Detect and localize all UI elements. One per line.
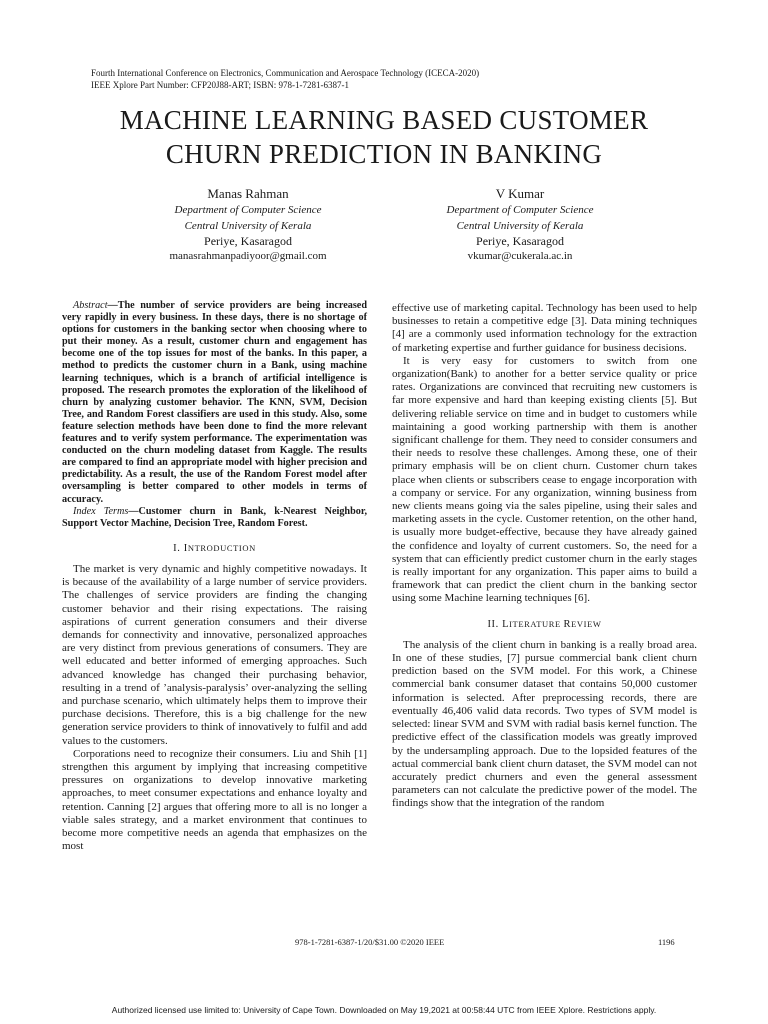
author-email: vkumar@cukerala.ac.in <box>467 250 573 263</box>
index-terms <box>62 506 367 530</box>
index-terms-label: Index Terms <box>73 505 129 517</box>
author-department: Department of Computer Science <box>174 204 322 217</box>
author-location: Periye, Kasaragod <box>476 233 564 248</box>
page-number: 1196 <box>658 937 675 947</box>
paragraph: It is very easy for customers to switch from one organization(Bank) to another for a better service quality or price rates. Organizations are convinced that recruiting new customers is far more expensive and hard than keeping existing clients [5]. But delivering reliable service on time and in budget to customers while maintaining a good working partnership with them is another significant challenge for them. They need to consider consumers and their needs to resolve these challenges. Among these, one of their primary emphasis will be on client churn. Customer churn takes place when clients or subscribers cease to engage incorporation with a company or service. For any organization, winning business from new clients means going via the sales pipeline, using their sales and marketing assets in the cycle. Customer retention, on the other hand, is usually more budget-effective, because they have already gained the confidence and loyalty of current customers. So, the need for a system that can efficiently predict customer churn in the early stages is really important for any organization. This paper aims to build a framework that can predict the client churn in the banking sector using some Machine learning techniques [6]. <box>392 354 697 605</box>
author-name: Manas Rahman <box>207 186 289 201</box>
right-column <box>392 302 697 811</box>
author-university: Central University of Kerala <box>184 219 312 232</box>
title-line-2: CHURN PREDICTION IN BANKING <box>165 139 603 169</box>
author-block-2 <box>400 186 640 264</box>
copyright-line: 978-1-7281-6387-1/20/$31.00 ©2020 IEEE <box>295 937 445 947</box>
author-university: Central University of Kerala <box>456 219 584 232</box>
author-email: manasrahmanpadiyoor@gmail.com <box>169 250 327 263</box>
conference-header <box>91 67 479 91</box>
author-department: Department of Computer Science <box>446 204 594 217</box>
abstract-label: Abstract <box>73 300 108 311</box>
license-notice: Authorized licensed use limited to: University of Cape Town. Downloaded on May 19,2021 at 00:58:44 UTC from IEEE Xplore. Restrictions apply. <box>111 1005 657 1015</box>
paragraph: The market is very dynamic and highly competitive nowadays. It is because of the availability of a large number of service providers. The challenges of service providers are finding the changing customer behavior and their rising expectations. The raising aspirations of current generation consumers and their diverse demands for connectivity and innovative, personalized approaches are very distinct from previous generations of consumers. They are well educated and better informed of emerging approaches. Such advanced knowledge has changed their purchasing behavior, resulting in a trend of ’analysis-paralysis’ over-analyzing the selling and purchase scenario, which ultimately helps them to improve their purchase decisions. Therefore, this is a big challenge for the new generation service providers to think of innovatively to fulfil and add values to the customers. <box>62 562 367 747</box>
abstract-text: —The number of service providers are being increased very rapidly in every business. In these days, there is no shortage of options for customers in the banking sector when choosing where to put their money. As a result, customer churn and engagement has become one of the top issues for most of the banks. In this paper, a method to predicts the customer churn in a Bank, using machine learning techniques, which is a branch of artificial intelligence is proposed. The research promotes the exploration of the likelihood of churn by analyzing customer behavior. The KNN, SVM, Decision Tree, and Random Forest classifiers are used in this study. Also, some feature selection methods have been done to find the more relevant features and to verify system performance. The experimentation was conducted on the churn modeling dataset from Kaggle. The results are compared to find an appropriate model with higher precision and predictability. As a result, the use of the Random Forest model after oversampling is better compared to other models in terms of accuracy. <box>62 300 367 505</box>
index-terms-text: —Customer churn in Bank, k-Nearest Neighbor, Support Vector Machine, Decision Tree, Random Forest. <box>62 505 367 529</box>
author-location: Periye, Kasaragod <box>204 233 292 248</box>
section-heading-introduction: I. INTRODUCTION <box>173 542 256 554</box>
author-name: V Kumar <box>495 186 545 201</box>
isbn-line: IEEE Xplore Part Number: CFP20J88-ART; ISBN: 978-1-7281-6387-1 <box>91 80 349 90</box>
section-heading-literature-review: II. LITERATURE REVIEW <box>487 618 602 630</box>
paper-title <box>0 103 768 171</box>
abstract <box>62 300 367 506</box>
conference-line: Fourth International Conference on Electronics, Communication and Aerospace Technology (ICECA-2020) <box>91 68 480 78</box>
paragraph: Corporations need to recognize their consumers. Liu and Shih [1] strengthen this argument by implying that increasing competitive pressures on organizations to develop innovative marketing approaches, to meet consumer expectations and enhance loyalty and retention. Canning [2] argues that offering more to all is no longer a viable sales strategy, and a market environment that continues to become more competitive needs an agenda that emphasizes on the most <box>62 747 367 853</box>
title-line-1: MACHINE LEARNING BASED CUSTOMER <box>119 105 649 135</box>
paragraph: effective use of marketing capital. Technology has been used to help businesses to retain a competitive edge [3]. Data mining techniques [4] are a commonly used information technology for the extraction of marketing expertise and further guidance for business decisions. <box>392 302 697 354</box>
paragraph: The analysis of the client churn in banking is a really broad area. In one of these studies, [7] pursue commercial bank client churn prediction based on the SVM model. For this work, a Chinese commercial bank consumer dataset that contains 50,000 customer information is selected. After preprocessing records, there are eventually 46,406 valid data records. Two types of SVM model is selected: linear SVM and SVM with radial basis kernel function. The predictive effect of the classification models was greatly improved by the undersampling approach. Due to the lopsided features of the actual commercial bank client churn dataset, the SVM model can not accurately predict churners and even the general assessment parameters can not calculate the predictive power of the model. The findings show that the integration of the random <box>392 638 697 810</box>
left-column <box>62 300 367 853</box>
author-block-1 <box>128 186 368 264</box>
